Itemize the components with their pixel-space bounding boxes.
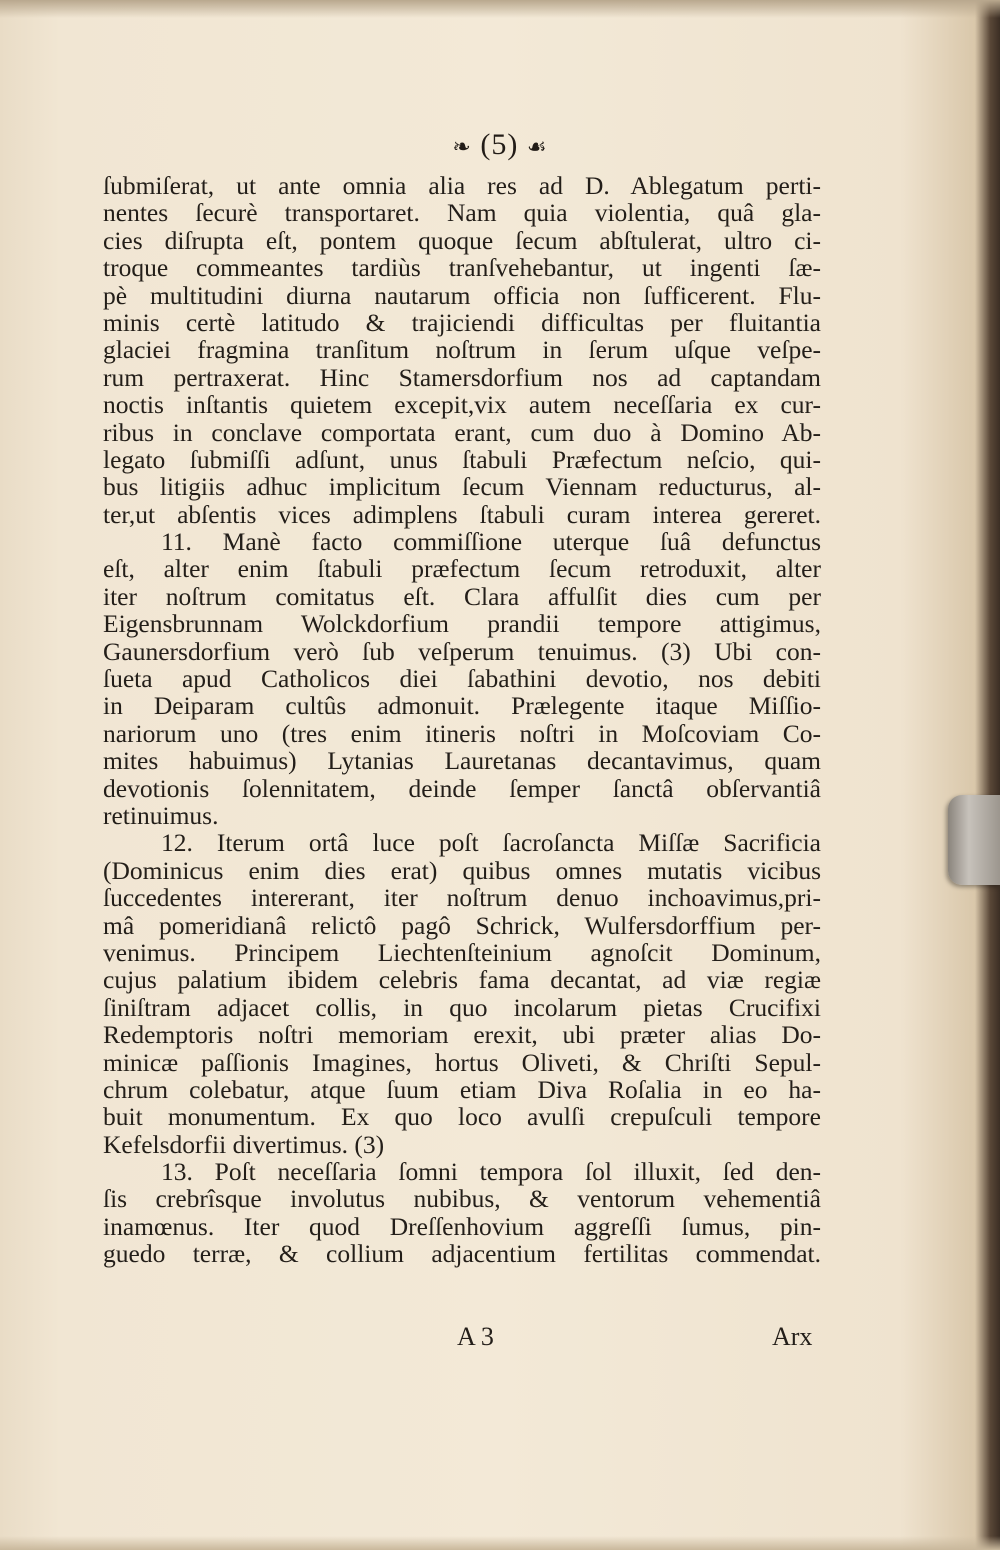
- text-line: rum pertraxerat. Hinc Stamersdorfium nos ad captandam: [103, 362, 821, 392]
- text-line: legato ſubmiſſi adſunt, unus ſtabuli Præfectum neſcio, qui-: [103, 444, 821, 474]
- text-line: nariorum uno (tres enim itineris noſtri in Moſcoviam Co-: [103, 718, 821, 748]
- text-line: cies diſrupta eſt, pontem quoque ſecum abſtulerat, ultro ci-: [103, 225, 821, 255]
- text-line: ſueta apud Catholicos diei ſabathini devotio, nos debiti: [103, 664, 821, 694]
- text-line: iter noſtrum comitatus eſt. Clara affulſit dies cum per: [103, 581, 821, 611]
- page-number: (5): [480, 128, 519, 161]
- text-line: ribus in conclave comportata erant, cum duo à Domino Ab-: [103, 417, 821, 447]
- signature-mark: A 3: [457, 1322, 494, 1351]
- text-line: inamœnus. Iter quod Dreſſenhovium aggreſſi ſumus, pin-: [103, 1211, 821, 1241]
- ornament-right-icon: ☙: [526, 134, 548, 160]
- text-line: Redemptoris noſtri memoriam erexit, ubi præter alias Do-: [103, 1020, 821, 1050]
- text-line: minis certè latitudo & trajiciendi difficultas per fluitantia: [103, 307, 821, 337]
- body-text: [103, 172, 821, 1268]
- page-footer: [0, 1322, 1000, 1354]
- text-line: mites habuimus) Lytanias Lauretanas decantavimus, quam: [103, 746, 821, 776]
- text-line: ſis crebrîsque involutus nubibus, & ventorum vehementiâ: [103, 1184, 821, 1214]
- text-line: noctis inſtantis quietem excepit,vix autem neceſſaria ex cur-: [103, 390, 821, 420]
- paragraph-12-start: 12. Iterum ortâ luce poſt ſacroſancta Miſſæ Sacrificia: [161, 828, 821, 858]
- paragraph-13-start: 13. Poſt neceſſaria ſomni tempora ſol illuxit, ſed den-: [161, 1157, 821, 1187]
- text-line: Eigensbrunnam Wolckdorfium prandii tempore attigimus,: [103, 609, 821, 639]
- text-line: bus litigiis adhuc implicitum ſecum Viennam reducturus, al-: [103, 472, 821, 502]
- text-line: in Deiparam cultûs admonuit. Prælegente itaque Miſſio-: [103, 691, 821, 721]
- page-bottom-edge: [0, 1536, 1000, 1550]
- text-line: ſubmiſerat, ut ante omnia alia res ad D. Ablegatum perti-: [103, 171, 821, 200]
- text-line: buit monumentum. Ex quo loco avulſi crepuſculi tempore: [103, 1102, 821, 1132]
- text-line: eſt, alter enim ſtabuli præfectum ſecum retroduxit, alter: [103, 554, 821, 584]
- text-line: guedo terræ, & collium adjacentium fertilitas commendat.: [103, 1239, 821, 1269]
- text-line: ſuccedentes intererant, iter noſtrum denuo inchoavimus,pri-: [103, 883, 821, 913]
- text-line: Gaunersdorfium verò ſub veſperum tenuimus. (3) Ubi con-: [103, 636, 821, 666]
- text-line: ter,ut abſentis vices adimplens ſtabuli curam interea gereret.: [103, 499, 821, 529]
- text-line: nentes ſecurè transportaret. Nam quia violentia, quâ gla-: [103, 198, 821, 228]
- text-line: cujus palatium ibidem celebris fama decantat, ad viæ regiæ: [103, 965, 821, 995]
- page-clip: [948, 795, 1000, 885]
- text-line: ſiniſtram adjacet collis, in quo incolarum pietas Crucifixi: [103, 992, 821, 1022]
- text-line: (Dominicus enim dies erat) quibus omnes mutatis vicibus: [103, 855, 821, 885]
- text-line: Kefelsdorfii divertimus. (3): [103, 1129, 385, 1159]
- text-line: glaciei fragmina tranſitum noſtrum in ſerum uſque veſpe-: [103, 335, 821, 365]
- text-line: troque commeantes tardiùs tranſvehebantur, ut ingenti ſæ-: [103, 253, 821, 283]
- text-line: pè multitudini diurna nautarum officia non ſufficerent. Flu-: [103, 280, 821, 310]
- paragraph-11-start: 11. Manè facto commiſſione uterque ſuâ defunctus: [161, 527, 821, 557]
- catchword: Arx: [772, 1322, 813, 1351]
- text-line: chrum colebatur, atque ſuum etiam Diva Roſalia in eo ha-: [103, 1074, 821, 1104]
- ornament-left-icon: ❧: [452, 134, 472, 160]
- text-line: minicæ paſſionis Imagines, hortus Oliveti, & Chriſti Sepul-: [103, 1047, 821, 1077]
- text-line: devotionis ſolennitatem, deinde ſemper ſanctâ obſervantiâ: [103, 773, 821, 803]
- text-line: mâ pomeridianâ relictô pagô Schrick, Wulfersdorffium per-: [103, 910, 821, 940]
- page-header: [0, 128, 1000, 162]
- text-line: retinuimus.: [103, 800, 219, 830]
- text-line: venimus. Principem Liechtenſteinium agnoſcit Dominum,: [103, 937, 821, 967]
- page-top-edge: [0, 0, 1000, 18]
